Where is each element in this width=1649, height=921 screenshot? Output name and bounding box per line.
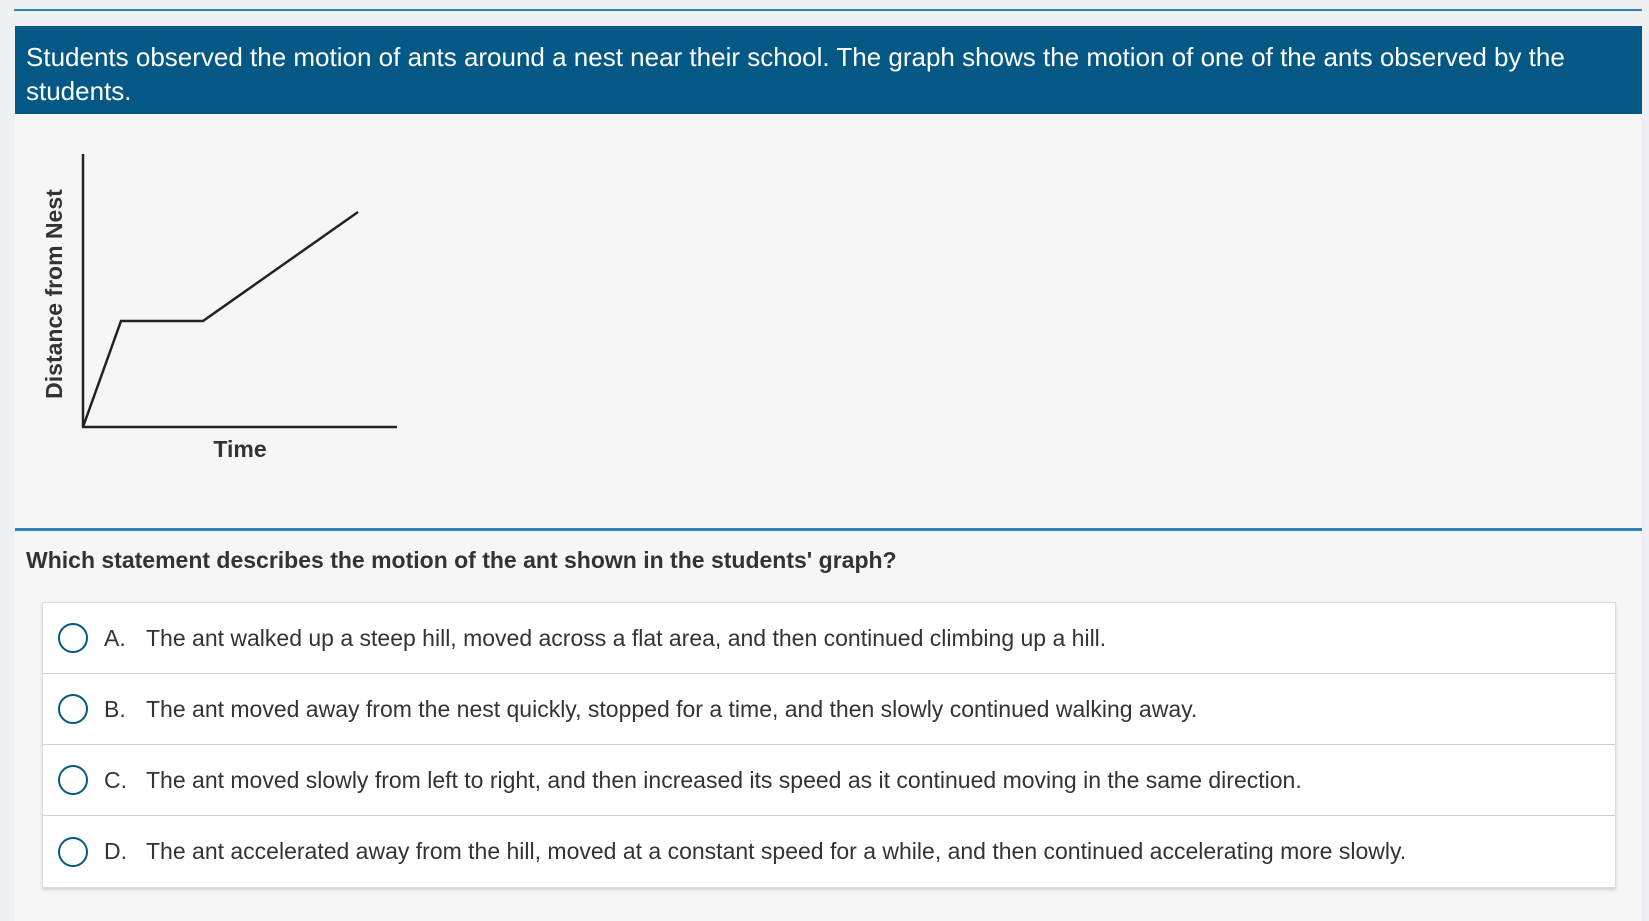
option-d-text: The ant accelerated away from the hill, moved at a constant speed for a while, and then continued accelerating more slowly.: [146, 838, 1407, 864]
top-rule: [14, 9, 1642, 11]
section-divider: [15, 528, 1642, 531]
option-c[interactable]: [43, 745, 1615, 816]
option-b[interactable]: [43, 674, 1615, 745]
option-a[interactable]: [43, 603, 1615, 674]
radio-a[interactable]: [58, 623, 88, 653]
option-c-text: The ant moved slowly from left to right, and then increased its speed as it continued moving in the same direction.: [146, 766, 1302, 793]
stimulus-text: Students observed the motion of ants around a nest near their school. The graph shows the motion of one of the ants observed by the students.: [15, 26, 1642, 114]
question-text: Which statement describes the motion of the ant shown in the students' graph?: [26, 547, 897, 573]
option-a-letter: A.: [104, 624, 126, 651]
option-c-letter: C.: [104, 766, 127, 793]
answer-options: [42, 602, 1616, 888]
option-b-letter: B.: [104, 695, 126, 722]
option-d[interactable]: [43, 816, 1615, 887]
option-b-text: The ant moved away from the nest quickly, stopped for a time, and then slowly continued walking away.: [146, 695, 1198, 722]
motion-graph: [15, 114, 1642, 514]
y-axis-label: Distance from Nest: [41, 189, 67, 399]
radio-b[interactable]: [58, 694, 88, 724]
radio-c[interactable]: [58, 765, 88, 795]
distance-time-line: [83, 212, 358, 427]
option-d-letter: D.: [104, 838, 127, 864]
radio-d[interactable]: [58, 837, 88, 867]
graph-svg: [15, 114, 435, 514]
x-axis-label: Time: [213, 436, 267, 462]
option-a-text: The ant walked up a steep hill, moved across a flat area, and then continued climbing up a hill.: [146, 624, 1107, 651]
question-card: [15, 26, 1642, 921]
